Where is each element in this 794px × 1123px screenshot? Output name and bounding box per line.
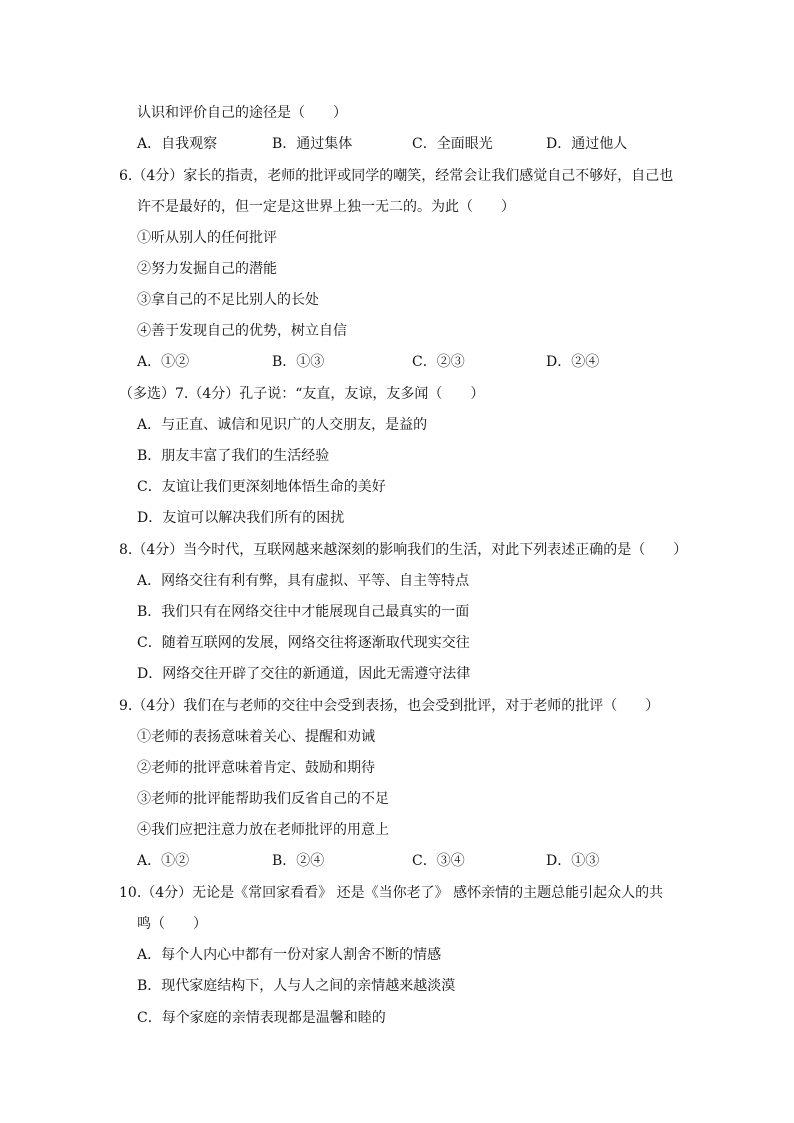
q8-option-c: C．随着互联网的发展，网络交往将逐渐取代现实交往 [137, 635, 470, 651]
q9-stem: 9.（4分）我们在与老师的交往中会受到表扬，也会受到批评，对于老师的批评（ ） [119, 698, 660, 714]
q6-item-1: ①听从别人的任何批评 [137, 230, 277, 246]
q9-option-b: B．②④ [272, 853, 325, 869]
q7-option-d: D．友谊可以解决我们所有的困扰 [137, 510, 345, 526]
q10-stem-line1: 10.（4分）无论是《常回家看看》 还是《当你老了》 感怀亲情的主题总能引起众人的共 [119, 885, 664, 901]
q5-option-a: A．自我观察 [137, 136, 218, 152]
q7-option-c: C．友谊让我们更深刻地体悟生命的美好 [137, 479, 386, 495]
q9-option-a: A．①② [137, 853, 190, 869]
q8-option-a: A．网络交往有利有弊，具有虚拟、平等、自主等特点 [137, 573, 470, 589]
q6-item-2: ②努力发掘自己的潜能 [137, 261, 277, 277]
q9-item-2: ②老师的批评意味着肯定、鼓励和期待 [137, 760, 375, 776]
q5-option-b: B．通过集体 [272, 136, 353, 152]
q5-option-c: C．全面眼光 [412, 136, 493, 152]
q8-option-b: B．我们只有在网络交往中才能展现自己最真实的一面 [137, 604, 470, 620]
q9-option-d: D．①③ [546, 853, 600, 869]
q8-option-d: D．网络交往开辟了交往的新通道，因此无需遵守法律 [137, 666, 471, 682]
q6-item-4: ④善于发现自己的优势，树立自信 [137, 323, 347, 339]
q5-stem: 认识和评价自己的途径是（ ） [137, 105, 347, 121]
q10-stem-line2: 鸣（ ） [137, 916, 207, 932]
q6-option-c: C．②③ [412, 354, 465, 370]
q9-item-1: ①老师的表扬意味着关心、提醒和劝诫 [137, 729, 375, 745]
q6-option-a: A．①② [137, 354, 190, 370]
q9-option-c: C．③④ [412, 853, 465, 869]
q9-item-3: ③老师的批评能帮助我们反省自己的不足 [137, 791, 389, 807]
q6-option-d: D．②④ [546, 354, 600, 370]
q10-option-b: B．现代家庭结构下，人与人之间的亲情越来越淡漠 [137, 978, 456, 994]
q10-option-a: A．每个人内心中都有一份对家人割舍不断的情感 [137, 947, 442, 963]
q6-stem-line1: 6.（4分）家长的指责，老师的批评或同学的嘲笑，经常会让我们感觉自己不够好，自己也 [119, 168, 674, 184]
q6-option-b: B．①③ [272, 354, 325, 370]
q5-option-d: D．通过他人 [546, 136, 628, 152]
q8-stem: 8.（4分）当今时代，互联网越来越深刻的影响我们的生活，对此下列表述正确的是（ ） [119, 542, 688, 558]
q9-item-4: ④我们应把注意力放在老师批评的用意上 [137, 822, 389, 838]
q7-option-b: B．朋友丰富了我们的生活经验 [137, 448, 330, 464]
q6-item-3: ③拿自己的不足比别人的长处 [137, 292, 319, 308]
q6-stem-line2: 许不是最好的，但一定是这世界上独一无二的。为此（ ） [137, 199, 515, 215]
q7-option-a: A．与正直、诚信和见识广的人交朋友，是益的 [137, 417, 428, 433]
q7-stem: （多选）7.（4分）孔子说：“友直，友谅，友多闻（ ） [119, 386, 485, 402]
q10-option-c: C．每个家庭的亲情表现都是温馨和睦的 [137, 1010, 386, 1026]
